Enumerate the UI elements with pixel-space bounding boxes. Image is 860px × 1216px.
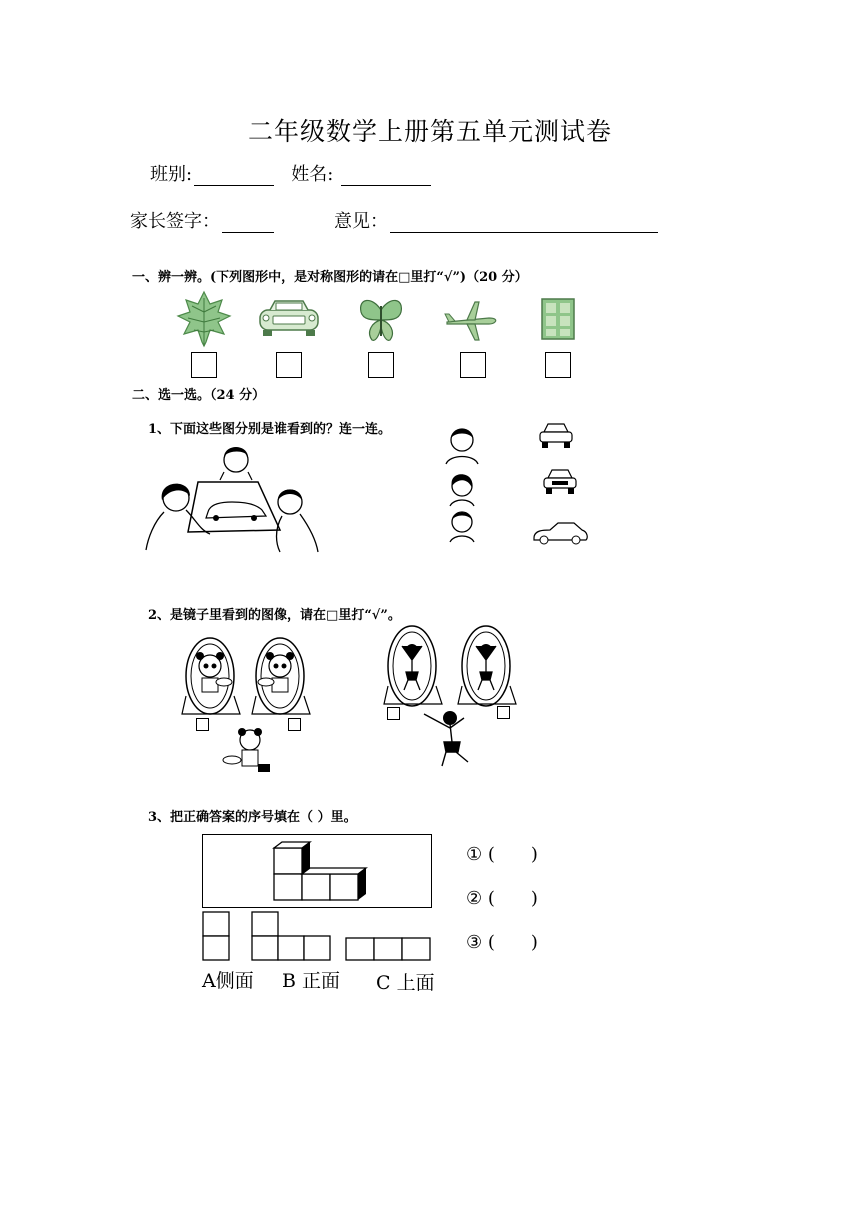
airplane-icon xyxy=(445,298,497,342)
question-2: 2、是镜子里看到的图像，请在□里打“√”。 xyxy=(148,608,401,623)
car-front-view-b-icon xyxy=(542,468,578,496)
answer-3-number: ③ xyxy=(466,932,483,953)
table-scene-illustration xyxy=(140,440,330,555)
view-label-b: B 正面 xyxy=(282,970,341,992)
car-front-view-a-icon xyxy=(538,422,574,450)
view-label-c: C 上面 xyxy=(376,972,435,994)
class-field xyxy=(150,160,431,186)
butterfly-icon xyxy=(358,296,404,344)
section1-heading: 一、辨一辨。(下列图形中，是对称图形的请在□里打“√”)（20 分） xyxy=(132,270,528,285)
opinion-label: 意见： xyxy=(334,211,388,232)
checkbox-butterfly[interactable] xyxy=(368,352,394,378)
leaf-icon xyxy=(176,290,232,346)
page-title: 二年级数学上册第五单元测试卷 xyxy=(247,117,612,146)
checkbox-window[interactable] xyxy=(545,352,571,378)
children-faces-column xyxy=(440,424,490,544)
parent-sign-blank[interactable] xyxy=(222,232,274,233)
checkbox-leaf[interactable] xyxy=(191,352,217,378)
checkbox-airplane[interactable] xyxy=(460,352,486,378)
name-label: 姓名: xyxy=(291,164,334,185)
checkbox-car[interactable] xyxy=(276,352,302,378)
girl-mirrors-illustration xyxy=(380,624,530,774)
opinion-field xyxy=(334,207,658,233)
car-side-view-icon xyxy=(530,520,590,546)
section2-heading: 二、选一选。（24 分） xyxy=(132,388,266,403)
view-label-a: A侧面 xyxy=(202,970,254,992)
answer-2-number: ② xyxy=(466,888,483,909)
answer-2-blank[interactable]: ( ) xyxy=(487,888,538,909)
cubes-3d-illustration xyxy=(270,840,370,904)
class-label: 班别: xyxy=(150,164,193,185)
panda-mirrors-illustration xyxy=(180,636,320,781)
view-options-illustration xyxy=(202,910,434,962)
answer-2[interactable] xyxy=(466,884,538,910)
opinion-blank[interactable] xyxy=(390,232,658,233)
question-3: 3、把正确答案的序号填在（ ）里。 xyxy=(148,810,357,825)
answer-1[interactable] xyxy=(466,840,538,866)
answer-1-number: ① xyxy=(466,844,483,865)
checkbox-panda-right[interactable] xyxy=(288,718,301,731)
answer-3-blank[interactable]: ( ) xyxy=(487,932,538,953)
checkbox-girl-right[interactable] xyxy=(497,706,510,719)
answer-3[interactable] xyxy=(466,928,538,954)
parent-sign-label: 家长签字： xyxy=(130,211,220,232)
class-blank[interactable] xyxy=(194,185,274,186)
window-icon xyxy=(541,298,575,340)
car-icon xyxy=(257,298,321,338)
question-1: 1、下面这些图分别是谁看到的？连一连。 xyxy=(148,422,392,437)
checkbox-panda-left[interactable] xyxy=(196,718,209,731)
checkbox-girl-left[interactable] xyxy=(387,707,400,720)
parent-sign-field xyxy=(130,207,274,233)
name-blank[interactable] xyxy=(341,185,431,186)
answer-1-blank[interactable]: ( ) xyxy=(487,844,538,865)
